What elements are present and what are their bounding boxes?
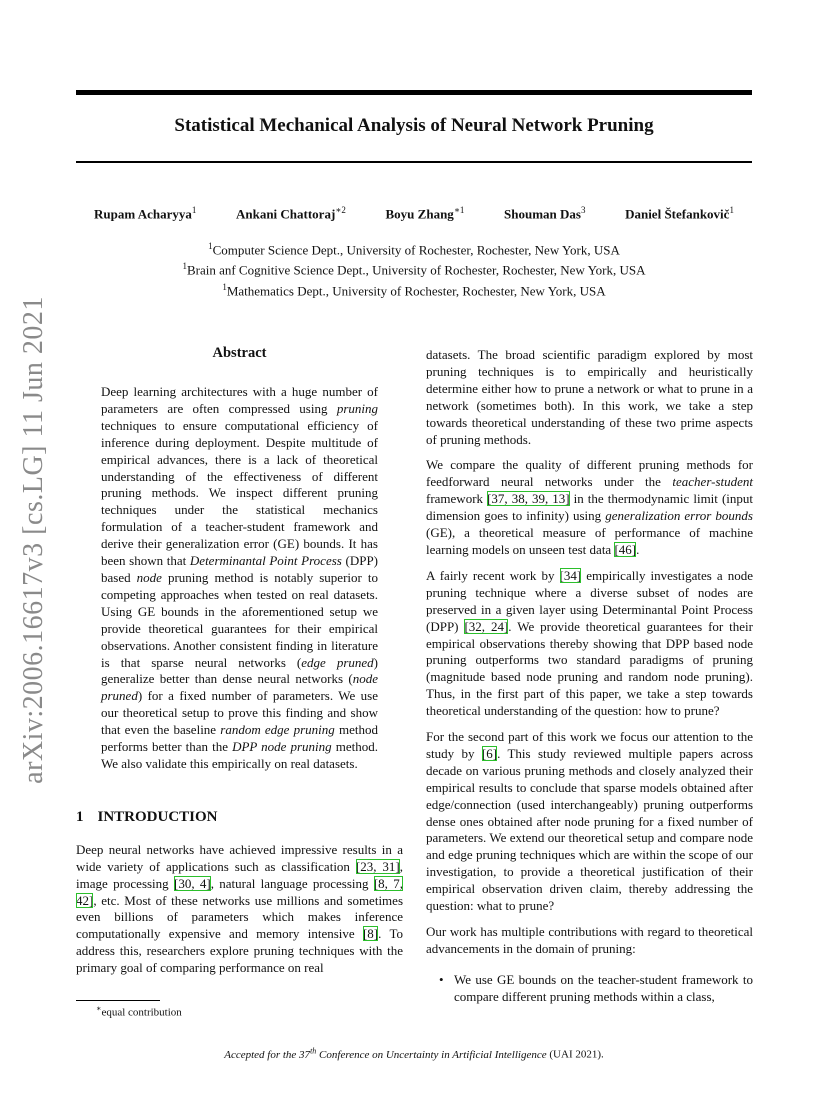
- intro-paragraph: Deep neural networks have achieved impressive results in a wide variety of applications such as classification [23, 31], image processing [30, 4], natural language processing [8, 7, 42], etc. Most of these networks use millions and sometimes even billions of parameters which makes inference computationally expensive and memory intensive [8]. To address this, researchers explore pruning techniques with the primary goal of comparing performance on real: [76, 841, 403, 976]
- citation-link[interactable]: [32, 24]: [464, 618, 509, 634]
- author: Boyu Zhang$^{∗1}$: [385, 205, 465, 222]
- citation-link[interactable]: [23, 31]: [355, 858, 400, 874]
- author: Daniel Štefankovič$^1$: [625, 205, 734, 222]
- citation-link[interactable]: [8]: [362, 926, 379, 942]
- right-column: [426, 347, 753, 1006]
- citation-link[interactable]: [46]: [614, 541, 637, 557]
- left-column: [76, 343, 403, 986]
- affiliation: $^1$Mathematics Dept., University of Rochester, Rochester, New York, USA: [222, 281, 606, 298]
- title-rule-top: [76, 90, 752, 95]
- arxiv-stamp: arXiv:2006.16617v3 [cs.LG] 11 Jun 2021: [18, 296, 49, 784]
- abstract-text: Deep learning architectures with a huge number of parameters are often compressed using pruning techniques to ensure computational efficiency of inference during deployment. Despite multitude of empirical advances, there is a lack of theoretical understanding of the effectiveness of different pruning methods. We inspect different pruning techniques under the statistical mechanics formulation of a teacher-student framework and derive their generalization error (GE) bounds. It has been shown that Determinantal Point Process (DPP) based node pruning method is notably superior to competing approaches when tested on real datasets. Using GE bounds in the aforementioned setup we provide theoretical guarantees for their empirical observations. Another consistent finding in literature is that sparse neural networks (edge pruned) generalize better than dense neural networks (node pruned) for a fixed number of parameters. We use our theoretical setup to prove this finding and show that even the baseline random edge pruning method performs better than the DPP node pruning method. We also validate this empirically on real datasets.: [101, 384, 379, 771]
- title-rule-bottom: [76, 161, 752, 163]
- body-paragraph: datasets. The broad scientific paradigm explored by most pruning techniques is to empirically and heuristically determine either how to prune a network or what to prune in a network (sometimes both). In this work, we take a step towards theoretical understanding of these two prime aspects of pruning methods.: [426, 347, 753, 447]
- abstract-heading: Abstract: [212, 345, 267, 361]
- author-list: [76, 205, 752, 222]
- venue-footer: Accepted for the 37th Conference on Uncertainty in Artificial Intelligence (UAI 2021).: [224, 1046, 604, 1061]
- affiliation: $^1$Computer Science Dept., University of Rochester, Rochester, New York, USA: [208, 241, 620, 258]
- body-paragraph: We compare the quality of different pruning methods for feedforward neural networks under the teacher-student framework [37, 38, 39, 13] in the thermodynamic limit (input dimension goes to infinity) using generalization error bounds (GE), a theoretical measure of performance of machine learning models on unseen test data [46].: [426, 457, 753, 557]
- footnote-rule: [76, 1000, 160, 1001]
- citation-link[interactable]: [37, 38, 39, 13]: [487, 491, 570, 507]
- citation-link[interactable]: [30, 4]: [173, 875, 211, 891]
- body-paragraph: For the second part of this work we focus our attention to the study by [6]. This study reviewed multiple papers across decade on various pruning methods and closely analyzed their empirical results to conclude that sparse models obtained after edge/connection (used interchangeably) pruning outperforms dense ones obtained after node pruning for a fixed number of parameters. We extend our theoretical setup and compare node and edge pruning techniques which are within the scope of our investigation, to provide a theoretical justification of their empirical observation driven claim, thereby addressing the question: what to prune?: [426, 729, 754, 914]
- paper-title: Statistical Mechanical Analysis of Neural Network Pruning: [174, 115, 654, 136]
- bullet-icon: •: [439, 971, 444, 987]
- citation-link[interactable]: [8, 7, 42]: [76, 875, 403, 908]
- citation-link[interactable]: [34]: [559, 567, 582, 583]
- section-heading-introduction: 1 INTRODUCTION: [76, 808, 218, 825]
- affiliations: [76, 238, 752, 299]
- author: Ankani Chattoraj$^{∗2}$: [235, 205, 346, 222]
- body-paragraph: A fairly recent work by [34] empirically investigates a node pruning technique where a diverse subset of nodes are preserved in a given layer using Determinantal Point Process (DPP) [32, 24]. We provide theoretical guarantees for their empirical observations thereby showing that DPP based node pruning outperforms two standard paradigms of pruning (magnitude based node pruning and random node pruning). Thus, in the first part of this paper, we take a step towards theoretical understanding of the question: how to prune?: [426, 567, 753, 719]
- body-paragraph: Our work has multiple contributions with regard to theoretical advancements in the domain of pruning:: [426, 924, 753, 956]
- author: Rupam Acharyya$^1$: [94, 205, 197, 222]
- author: Shouman Das$^3$: [504, 205, 586, 222]
- footnote: ∗equal contribution: [96, 1004, 182, 1019]
- contribution-bullet: • We use GE bounds on the teacher-student framework to compare different pruning methods within a class,: [439, 971, 753, 1004]
- citation-link[interactable]: [6]: [481, 745, 498, 761]
- affiliation: $^1$Brain anf Cognitive Science Dept., University of Rochester, Rochester, New York, USA: [182, 261, 646, 278]
